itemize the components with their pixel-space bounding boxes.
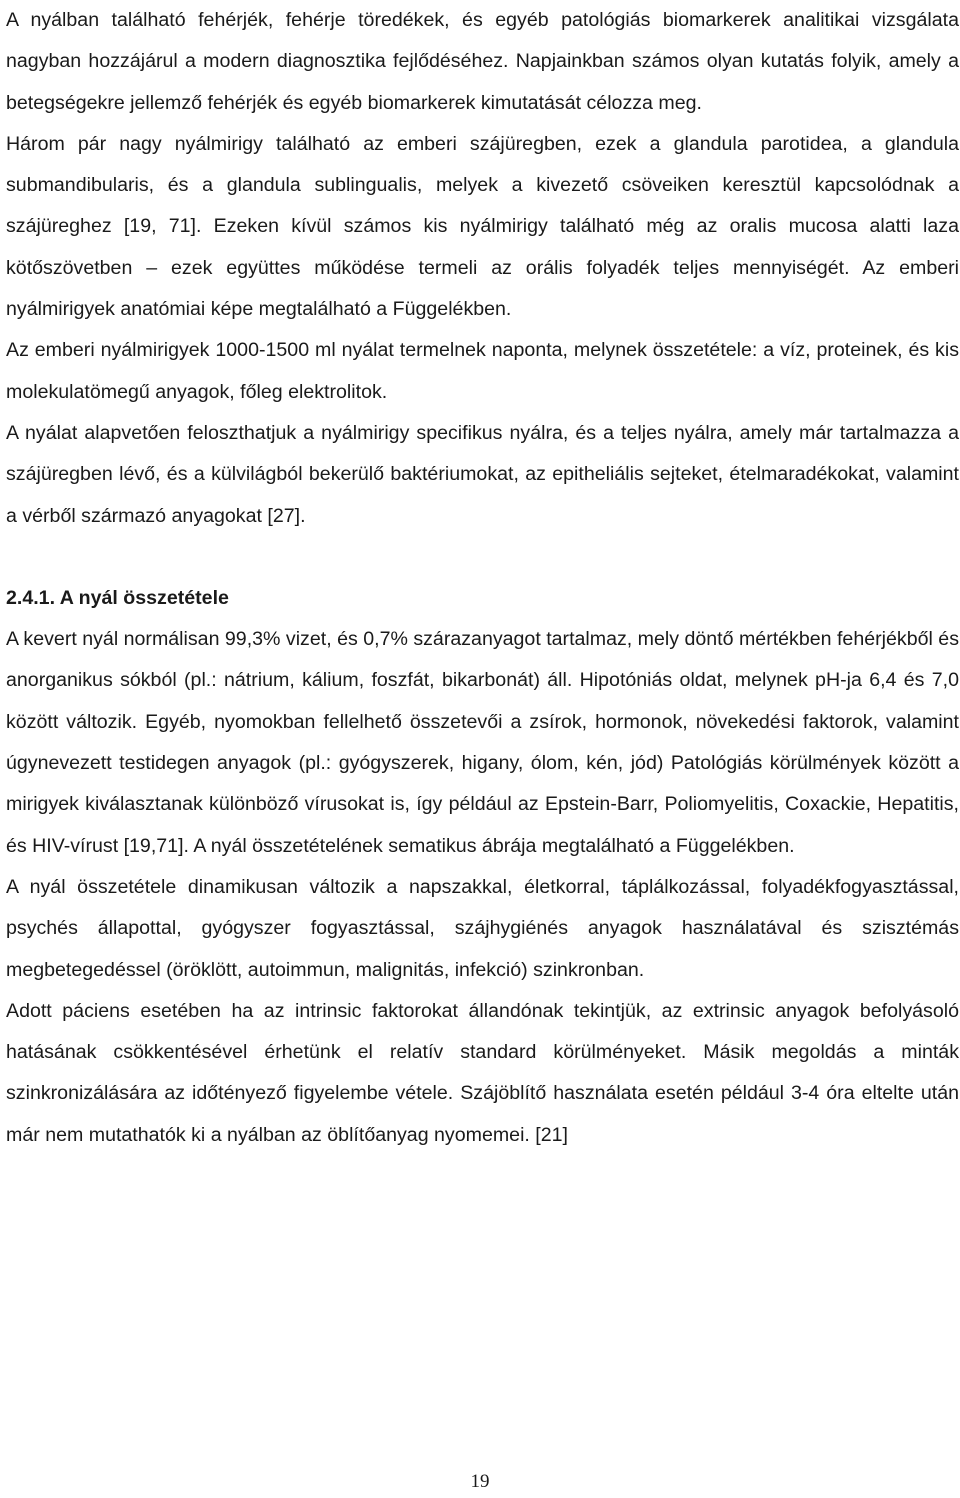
- paragraph-saliva-production: Az emberi nyálmirigyek 1000-1500 ml nyálat termelnek naponta, melynek összetétele: a víz, proteinek, és kis molekulatömegű anyagok, főleg elektrolitok.: [6, 339, 959, 403]
- page-number: 19: [470, 1471, 490, 1492]
- paragraph-standardization: Adott páciens esetében ha az intrinsic faktorokat állandónak tekintjük, az extrinsic anyagok befolyásoló hatásának csökkentésével érhetünk el relatív standard körülményeket. Másik megoldás a minták szinkronizálására az időtényező figyelembe vétele. Szájöblítő használata esetén például 3-4 óra eltelte után már nem mutathatók ki a nyálban az öblítőanyag nyomemei. [21]: [6, 999, 959, 1146]
- paragraph-saliva-types: A nyálat alapvetően feloszthatjuk a nyálmirigy specifikus nyálra, és a teljes nyálra, amely már tartalmazza a szájüregben lévő, és a külvilágból bekerülő baktériumokat, az epitheliális sejteket, ételmaradékokat, valamint a vérből származó anyagokat [27].: [6, 421, 959, 527]
- section-spacer: [6, 537, 959, 578]
- paragraph-composition: A kevert nyál normálisan 99,3% vizet, és 0,7% szárazanyagot tartalmaz, mely döntő mértékben fehérjékből és anorganikus sókból (pl.: nátrium, kálium, foszfát, bikarbonát) áll. Hipotóniás oldat, melynek pH-ja 6,4 és 7,0 között változik. Egyéb, nyomokban fellelhető összetevői a zsírok, hormonok, növekedési faktorok, valamint úgynevezett testidegen anyagok (pl.: gyógyszerek, higany, ólom, kén, jód) Patológiás körülmények között a mirigyek kiválasztanak különböző vírusokat is, így például az Epstein-Barr, Poliomyelitis, Coxackie, Hepatitis, és HIV-vírust [19,71]. A nyál összetételének sematikus ábrája megtalálható a Függelékben.: [6, 628, 959, 857]
- document-page: [6, 0, 959, 1156]
- section-number: 2.4.1.: [6, 586, 56, 609]
- paragraph-biomarkers: A nyálban található fehérjék, fehérje töredékek, és egyéb patológiás biomarkerek analitikai vizsgálata nagyban hozzájárul a modern diagnosztika fejlődéséhez. Napjainkban számos olyan kutatás folyik, amely a betegségekre jellemző fehérjék és egyéb biomarkerek kimutatását célozza meg.: [6, 9, 959, 114]
- section-heading: [6, 578, 959, 619]
- section-title: A nyál összetétele: [59, 586, 229, 609]
- paragraph-dynamics: A nyál összetétele dinamikusan változik a napszakkal, életkorral, táplálkozással, folyadékfogyasztással, psychés állapottal, gyógyszer fogyasztással, szájhygiénés anyagok használatával és szisztémás megbetegedéssel (öröklött, autoimmun, malignitás, infekció) szinkronban.: [6, 875, 959, 981]
- paragraph-salivary-glands: Három pár nagy nyálmirigy található az emberi szájüregben, ezek a glandula parotidea, a glandula submandibularis, és a glandula sublingualis, melyek a kivezető csöveiken keresztül kapcsolódnak a szájüreghez [19, 71]. Ezeken kívül számos kis nyálmirigy található még az oralis mucosa alatti laza kötőszövetben – ezek együttes működése termeli az orális folyadék teljes mennyiségét. Az emberi nyálmirigyek anatómiai képe megtalálható a Függelékben.: [6, 132, 959, 321]
